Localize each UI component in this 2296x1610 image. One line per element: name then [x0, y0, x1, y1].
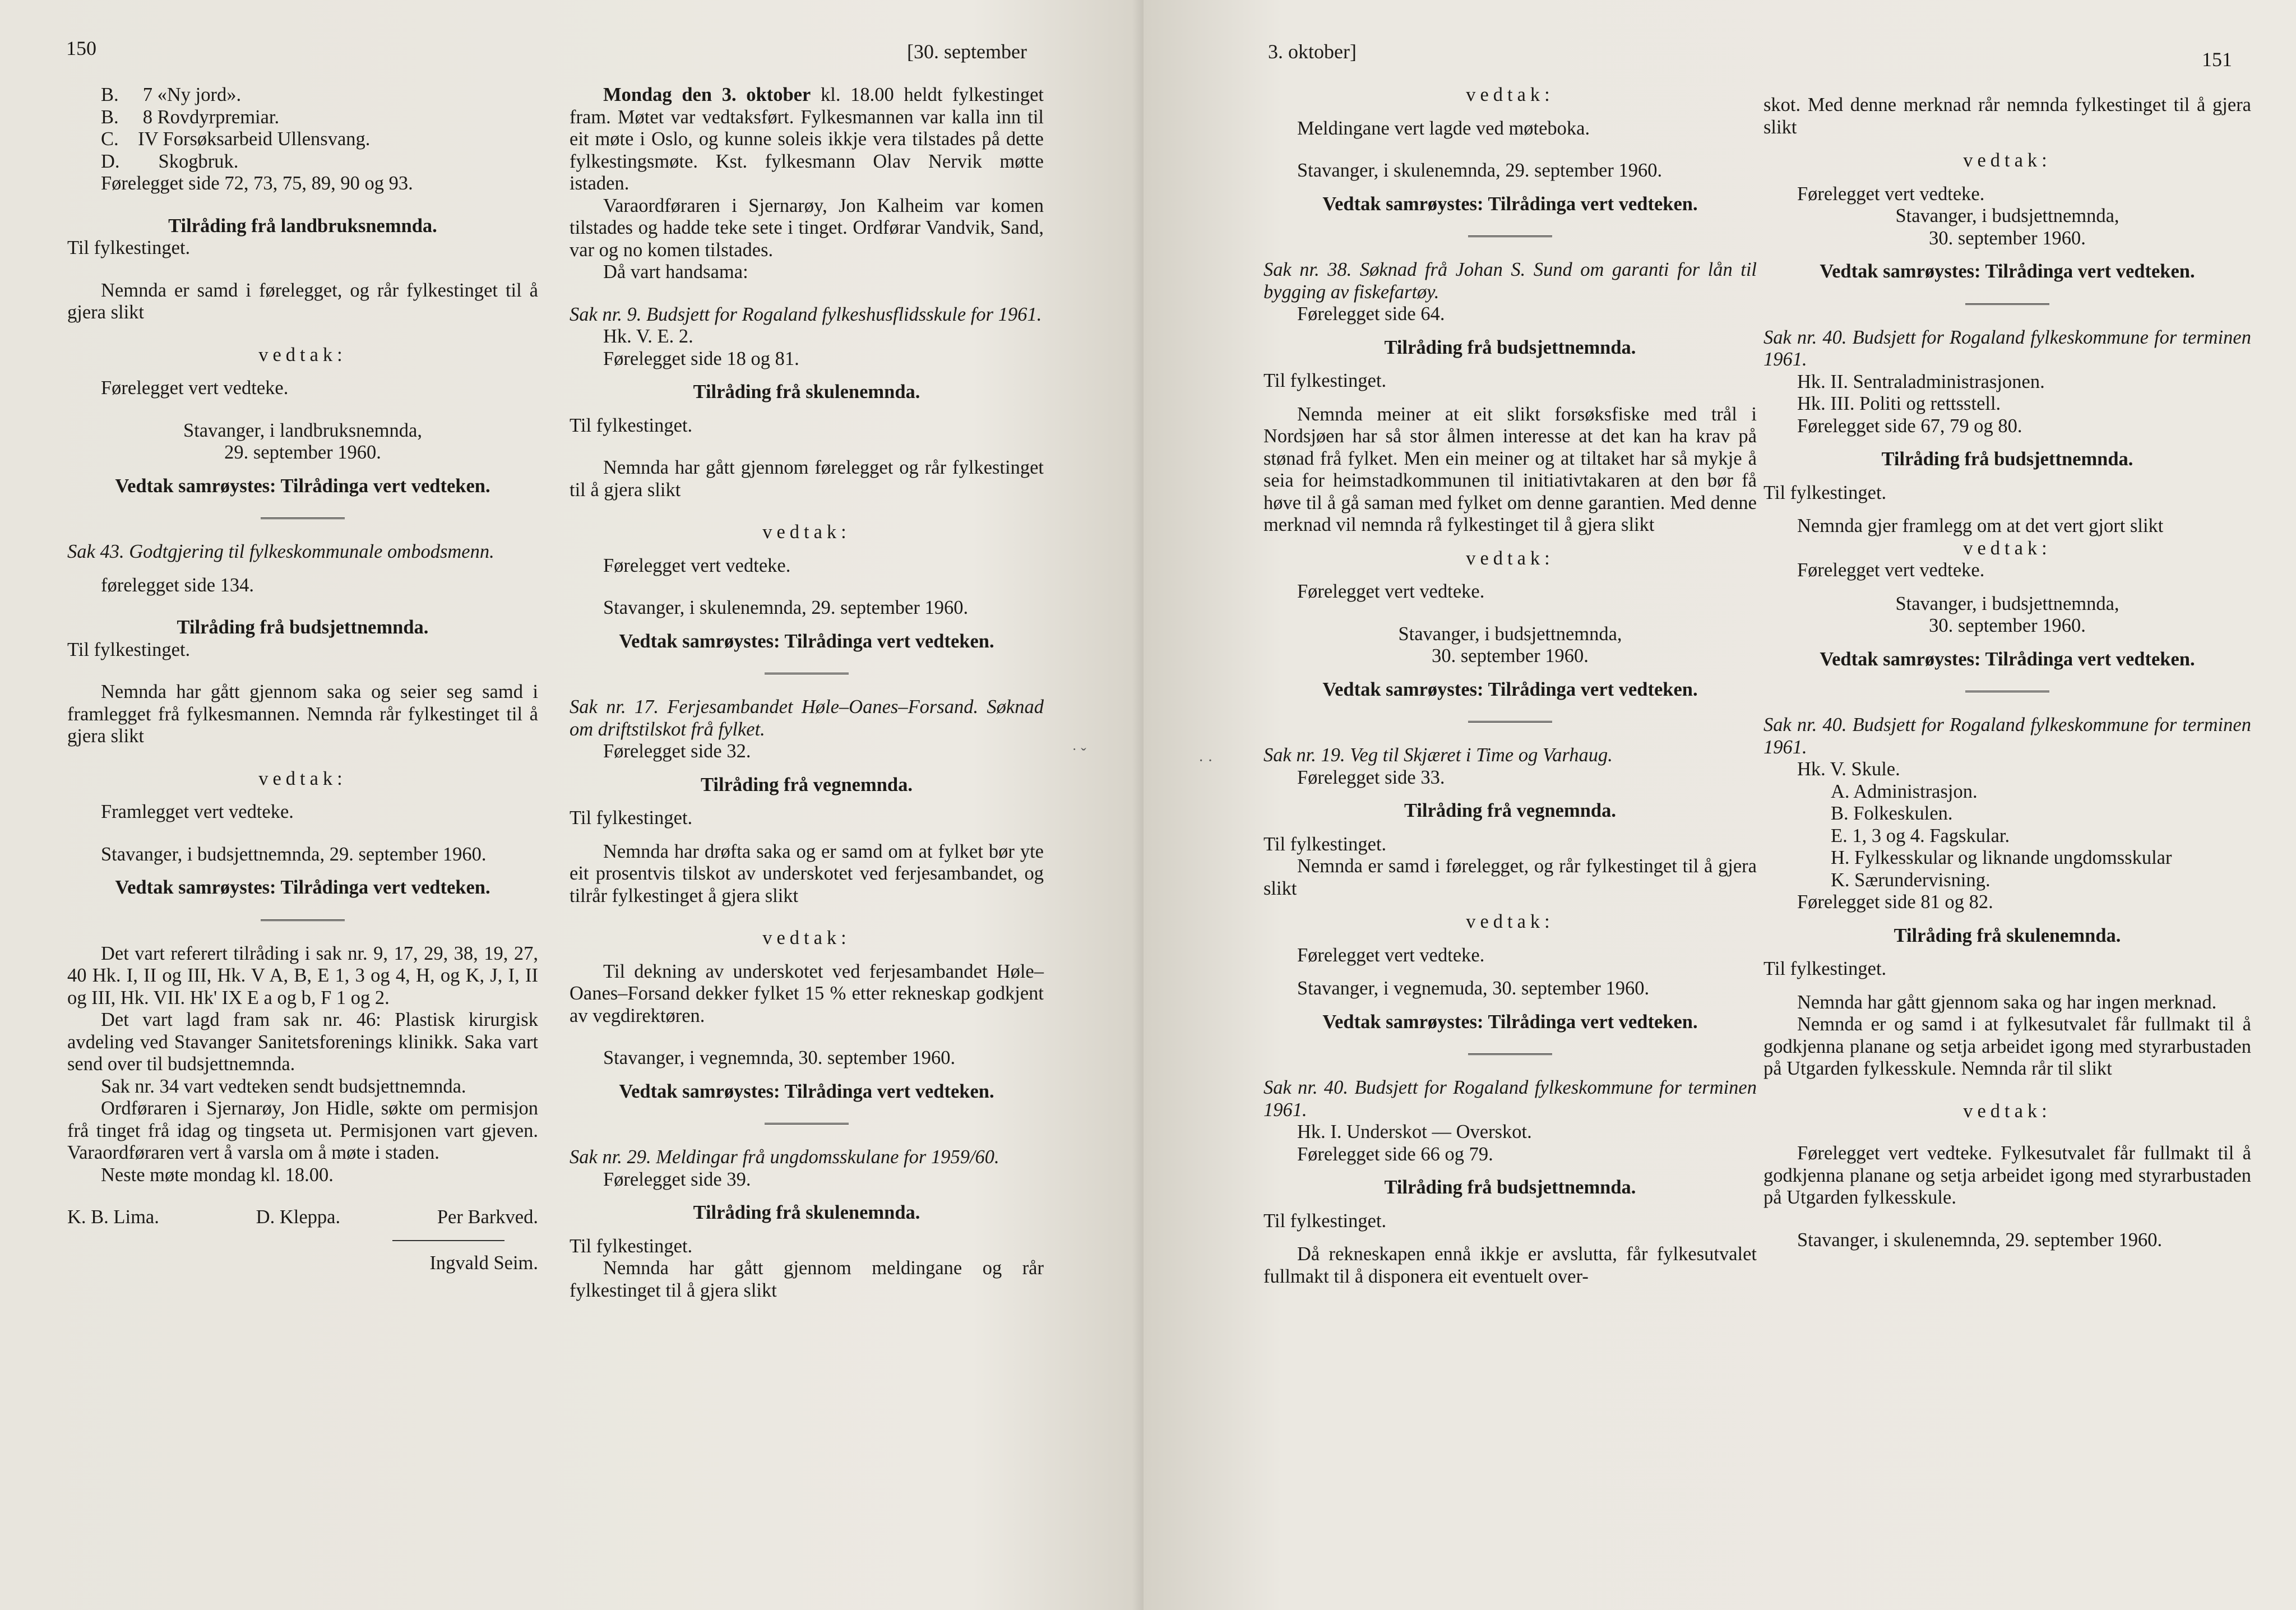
decision-text: Førelegget vert vedteke.	[1797, 183, 1985, 205]
list-item: B. 7 «Ny jord».	[101, 84, 242, 105]
section-heading: Tilråding frå budsjettnemnda.	[1881, 448, 2133, 470]
decision-text: Førelegget vert vedteke.	[603, 554, 791, 576]
section-heading: Tilråding frå skulenemnda.	[1894, 924, 2121, 946]
decision-text: Framlegget vert vedteke.	[101, 801, 294, 822]
addressee: Til fylkestinget.	[570, 414, 693, 436]
body-paragraph: Nemnda meiner at eit slikt forsøksfiske med trål i Nordsjøen har så stor ålmen interesse at det kan ha krav på stønad frå fylket. Men ein meiner og at tiltaket har så mykje å seia for heimstadkommunen til initiativtakaren at den bør få høve til å gå saman med fylket om denne garantien. Med denne merknad vil nemnda rå fylkestinget til å gjera slikt	[1263, 403, 1757, 535]
body-paragraph: Nemnda gjer framlegg om at det vert gjort slikt	[1797, 515, 2164, 536]
list-item: D. Skogbruk.	[101, 150, 239, 172]
case-title: Sak nr. 40. Budsjett for Rogaland fylkeskommune for terminen 1961.	[1763, 326, 2251, 370]
signature: Ingvald Seim.	[429, 1252, 538, 1274]
addressee: Til fylkestinget.	[1763, 958, 1887, 979]
final-decision: Vedtak samrøystes: Tilrådinga vert vedteken.	[619, 1080, 994, 1102]
addressee: Til fylkestinget.	[1263, 833, 1387, 855]
left-page	[0, 0, 1144, 1610]
addressee: Til fylkestinget.	[67, 639, 191, 660]
date-bold: Mondag den 3. oktober	[603, 84, 811, 105]
final-decision: Vedtak samrøystes: Tilrådinga vert vedteken.	[1322, 1011, 1698, 1033]
final-decision: Vedtak samrøystes: Tilrådinga vert vedteken.	[1322, 193, 1698, 215]
list-item: H. Fylkesskular og liknande ungdomsskular	[1831, 847, 2172, 868]
body-paragraph: Nemnda er samd i førelegget, og rår fylkestinget til å gjera slikt	[1263, 855, 1757, 899]
body-paragraph: Nemnda er og samd i at fylkesutvalet får fullmakt til å godkjenna planane og setja arbeidet igong med styrarbustaden på Utgarden fylkesskule. Nemnda rår til slikt	[1763, 1014, 2251, 1079]
vedtak-heading: vedtak:	[1963, 150, 2052, 171]
body-paragraph: Det vart referert tilråding i sak nr. 9, 17, 29, 38, 19, 27, 40 Hk. I, II og III, Hk. V A, B, E 1, 3 og 4, H, og K, J, I, II og III, Hk. VII. Hk' IX E a og b, F 1 og 2.	[67, 942, 538, 1008]
page-number-right: 151	[2202, 48, 2232, 71]
body-paragraph: Det vart lagd fram sak nr. 46: Plastisk kirurgisk avdeling ved Stavanger Sanitetsforenings klinikk. Saka vart send over til budsjettnemnda.	[67, 1009, 538, 1075]
final-decision: Vedtak samrøystes: Tilrådinga vert vedteken.	[1820, 261, 2195, 282]
date-line: 29. september 1960.	[224, 442, 381, 463]
list-item: C. IV Forsøksarbeid Ullensvang.	[101, 128, 371, 150]
forelegg-reference: Førelegget side 67, 79 og 80.	[1797, 415, 2022, 437]
running-head-left: [30. september	[907, 40, 1027, 63]
list-item: K. Særundervisning.	[1831, 869, 1991, 891]
case-title: Sak nr. 19. Veg til Skjæret i Time og Varhaug.	[1263, 744, 1613, 766]
signature: Per Barkved.	[437, 1206, 538, 1228]
forelegg-reference: Førelegget side 81 og 82.	[1797, 891, 1993, 913]
body-paragraph: Neste møte mondag kl. 18.00.	[101, 1164, 334, 1186]
body-paragraph: Nemnda har gått gjennom saka og har ingen merknad.	[1797, 991, 2217, 1013]
list-item: E. 1, 3 og 4. Fagskular.	[1831, 825, 2010, 846]
signature: D. Kleppa.	[256, 1206, 341, 1228]
vedtak-heading: vedtak:	[1466, 547, 1554, 569]
list-item: B. Folkeskulen.	[1831, 803, 1953, 824]
section-heading: Tilråding frå skulenemnda.	[693, 381, 920, 402]
case-title: Sak 43. Godtgjering til fylkeskommunale ombodsmenn.	[67, 541, 494, 562]
final-decision: Vedtak samrøystes: Tilrådinga vert vedteken.	[619, 630, 994, 652]
forelegg-reference: Førelegget side 64.	[1297, 303, 1445, 325]
right-column-2	[1763, 94, 2251, 1251]
left-column-2	[570, 84, 1044, 1302]
addressee: Til fylkestinget.	[1763, 482, 1887, 503]
right-column-1	[1263, 84, 1757, 1288]
vedtak-heading: vedtak:	[1466, 911, 1554, 932]
section-heading: Tilråding frå budsjettnemnda.	[1384, 1177, 1636, 1198]
place-line: Stavanger, i budsjettnemnda,	[1895, 205, 2119, 226]
signature-row	[67, 1206, 538, 1229]
case-title: Sak nr. 38. Søknad frå Johan S. Sund om garanti for lån til bygging av fiskefartøy.	[1263, 259, 1757, 303]
section-heading: Tilråding frå landbruksnemnda.	[168, 215, 437, 237]
forelegg-reference: Førelegget side 18 og 81.	[603, 348, 799, 369]
body-paragraph: Nemnda har gått gjennom førelegget og rår fylkestinget til å gjera slikt	[570, 457, 1044, 501]
final-decision: Vedtak samrøystes: Tilrådinga vert vedteken.	[1322, 678, 1698, 700]
place-line: Stavanger, i skulenemnda, 29. september 1960.	[1297, 160, 1663, 181]
body-paragraph: skot. Med denne merknad rår nemnda fylkestinget til å gjera slikt	[1763, 94, 2251, 138]
section-heading: Tilråding frå vegnemnda.	[701, 774, 913, 795]
case-title: Sak nr. 9. Budsjett for Rogaland fylkeshusflidsskule for 1961.	[570, 303, 1042, 325]
body-paragraph: Nemnda har drøfta saka og er samd om at fylket bør yte eit prosentvis tilskot av underskotet ved ferjesambandet, og tilrår fylkestinget å gjera slikt	[570, 840, 1044, 906]
body-paragraph: Nemnda er samd i førelegget, og rår fylkestinget til å gjera slikt	[67, 279, 538, 323]
hk-line: Hk. V. Skule.	[1797, 758, 1900, 780]
vedtak-heading: vedtak:	[1963, 1100, 2052, 1122]
body-paragraph: Varaordføraren i Sjernarøy, Jon Kalheim var komen tilstades og hadde teke sete i tinget. Ordførar Vandvik, Sand, var og no komen tilstades.	[570, 195, 1044, 261]
date-line: 30. september 1960.	[1929, 227, 2086, 249]
forelegg-reference: førelegget side 134.	[101, 574, 254, 596]
print-speck: ˙ ˇ	[1072, 746, 1086, 763]
right-page	[1144, 0, 2296, 1610]
date-line: 30. september 1960.	[1929, 615, 2086, 636]
decision-text: Førelegget vert vedteke. Fylkesutvalet får fullmakt til å godkjenna planane og setja arbeidet igong med styrarbustaden på Utgarden fylkesskule.	[1763, 1142, 2251, 1208]
forelegg-reference: Førelegget side 32.	[603, 741, 751, 762]
place-line: Stavanger, i vegnemuda, 30. september 1960.	[1297, 978, 1650, 999]
case-title: Sak nr. 40. Budsjett for Rogaland fylkeskommune for terminen 1961.	[1763, 714, 2251, 758]
forelegg-reference: Førelegget side 39.	[603, 1168, 751, 1190]
hk-line: Hk. III. Politi og rettsstell.	[1797, 393, 2001, 414]
vedtak-heading: vedtak:	[258, 344, 347, 366]
place-line: Stavanger, i budsjettnemnda,	[1895, 593, 2119, 614]
running-head-right: 3. oktober]	[1268, 40, 1357, 63]
vedtak-heading: vedtak:	[1466, 84, 1554, 105]
final-decision: Vedtak samrøystes: Tilrådinga vert vedteken.	[1820, 648, 2195, 670]
list-item: B. 8 Rovdyrpremiar.	[101, 106, 280, 128]
section-heading: Tilråding frå budsjettnemnda.	[177, 617, 429, 638]
place-line: Stavanger, i budsjettnemnda,	[1398, 623, 1622, 645]
addressee: Til fylkestinget.	[570, 807, 693, 829]
vedtak-heading: vedtak:	[762, 927, 851, 949]
section-heading: Tilråding frå budsjettnemnda.	[1384, 336, 1636, 358]
decision-text: Til dekning av underskotet ved ferjesambandet Høle–Oanes–Forsand dekker fylket 15 % etter rekneskap godkjent av vegdirektøren.	[570, 960, 1044, 1026]
hk-line: Hk. II. Sentraladministrasjonen.	[1797, 371, 2045, 392]
case-title: Sak nr. 17. Ferjesambandet Høle–Oanes–Forsand. Søknad om driftstilskot frå fylket.	[570, 696, 1044, 740]
forelegg-reference: Førelegget side 33.	[1297, 766, 1445, 788]
left-column-1	[67, 84, 538, 1274]
forelegg-reference: Førelegget side 66 og 79.	[1297, 1143, 1493, 1165]
hk-line: Hk. V. E. 2.	[603, 326, 693, 347]
body-paragraph: Mondag den 3. oktober kl. 18.00 heldt fylkestinget fram. Møtet var vedtaksført. Fylkesmannen var kalla inn til eit møte i Oslo, og kunne soleis ikkje vera tilstades på dette fylkestingsmøte. Kst. fylkesmann Olav Nervik møtte istaden.	[570, 84, 1044, 194]
place-line: Stavanger, i vegnemnda, 30. september 1960.	[603, 1047, 956, 1068]
case-title: Sak nr. 40. Budsjett for Rogaland fylkeskommune for terminen 1961.	[1263, 1077, 1757, 1121]
vedtak-heading: vedtak:	[1963, 537, 2052, 559]
decision-text: Meldingane vert lagde ved møteboka.	[1297, 117, 1590, 139]
vedtak-heading: vedtak:	[258, 767, 347, 789]
place-line: Stavanger, i skulenemnda, 29. september 1960.	[1797, 1229, 2163, 1251]
addressee: Til fylkestinget.	[1263, 1210, 1387, 1232]
body-paragraph: Då rekneskapen ennå ikkje er avslutta, får fylkesutvalet fullmakt til å disponera eit eventuelt over-	[1263, 1243, 1757, 1287]
hk-line: Hk. I. Underskot — Overskot.	[1297, 1121, 1532, 1142]
vedtak-heading: vedtak:	[762, 521, 851, 543]
final-decision: Vedtak samrøystes: Tilrådinga vert vedteken.	[115, 475, 490, 497]
place-line: Stavanger, i skulenemnda, 29. september 1960.	[603, 597, 969, 618]
item-list	[67, 84, 538, 173]
sub-item-list	[1763, 781, 2251, 892]
list-item: A. Administrasjon.	[1831, 780, 1978, 802]
body-paragraph: Nemnda har gått gjennom saka og seier seg samd i framlegget frå fylkesmannen. Nemnda rår fylkestinget til å gjera slikt	[67, 681, 538, 747]
page-number-left: 150	[66, 37, 96, 59]
decision-text: Førelegget vert vedteke.	[1797, 559, 1985, 581]
date-line: 30. september 1960.	[1432, 645, 1589, 667]
body-paragraph: Ordføraren i Sjernarøy, Jon Hidle, søkte om permisjon frå tinget frå idag og tingseta ut. Permisjonen vart gjeven. Varaordføraren vert å varsla om å møte i staden.	[67, 1098, 538, 1163]
decision-text: Førelegget vert vedteke.	[101, 377, 289, 399]
place-line: Stavanger, i landbruksnemnda,	[183, 419, 422, 441]
forelegg-reference: Førelegget side 72, 73, 75, 89, 90 og 93.	[101, 173, 413, 194]
section-heading: Tilråding frå vegnemnda.	[1404, 800, 1616, 821]
addressee: Til fylkestinget.	[570, 1235, 693, 1257]
addressee: Til fylkestinget.	[1263, 370, 1387, 391]
place-line: Stavanger, i budsjettnemnda, 29. september 1960.	[101, 843, 487, 865]
body-paragraph: Nemnda har gått gjennom meldingane og rår fylkestinget til å gjera slikt	[570, 1257, 1044, 1301]
case-title: Sak nr. 29. Meldingar frå ungdomsskulane for 1959/60.	[570, 1146, 999, 1168]
body-paragraph: Då vart handsama:	[603, 261, 748, 283]
print-speck: · ·	[1198, 752, 1213, 770]
body-paragraph: Sak nr. 34 vart vedteken sendt budsjettnemnda.	[101, 1075, 466, 1097]
addressee: Til fylkestinget.	[67, 237, 191, 258]
signature: K. B. Lima.	[67, 1206, 159, 1228]
section-heading: Tilråding frå skulenemnda.	[693, 1202, 920, 1223]
decision-text: Førelegget vert vedteke.	[1297, 944, 1485, 966]
final-decision: Vedtak samrøystes: Tilrådinga vert vedteken.	[115, 877, 490, 898]
decision-text: Førelegget vert vedteke.	[1297, 581, 1485, 602]
